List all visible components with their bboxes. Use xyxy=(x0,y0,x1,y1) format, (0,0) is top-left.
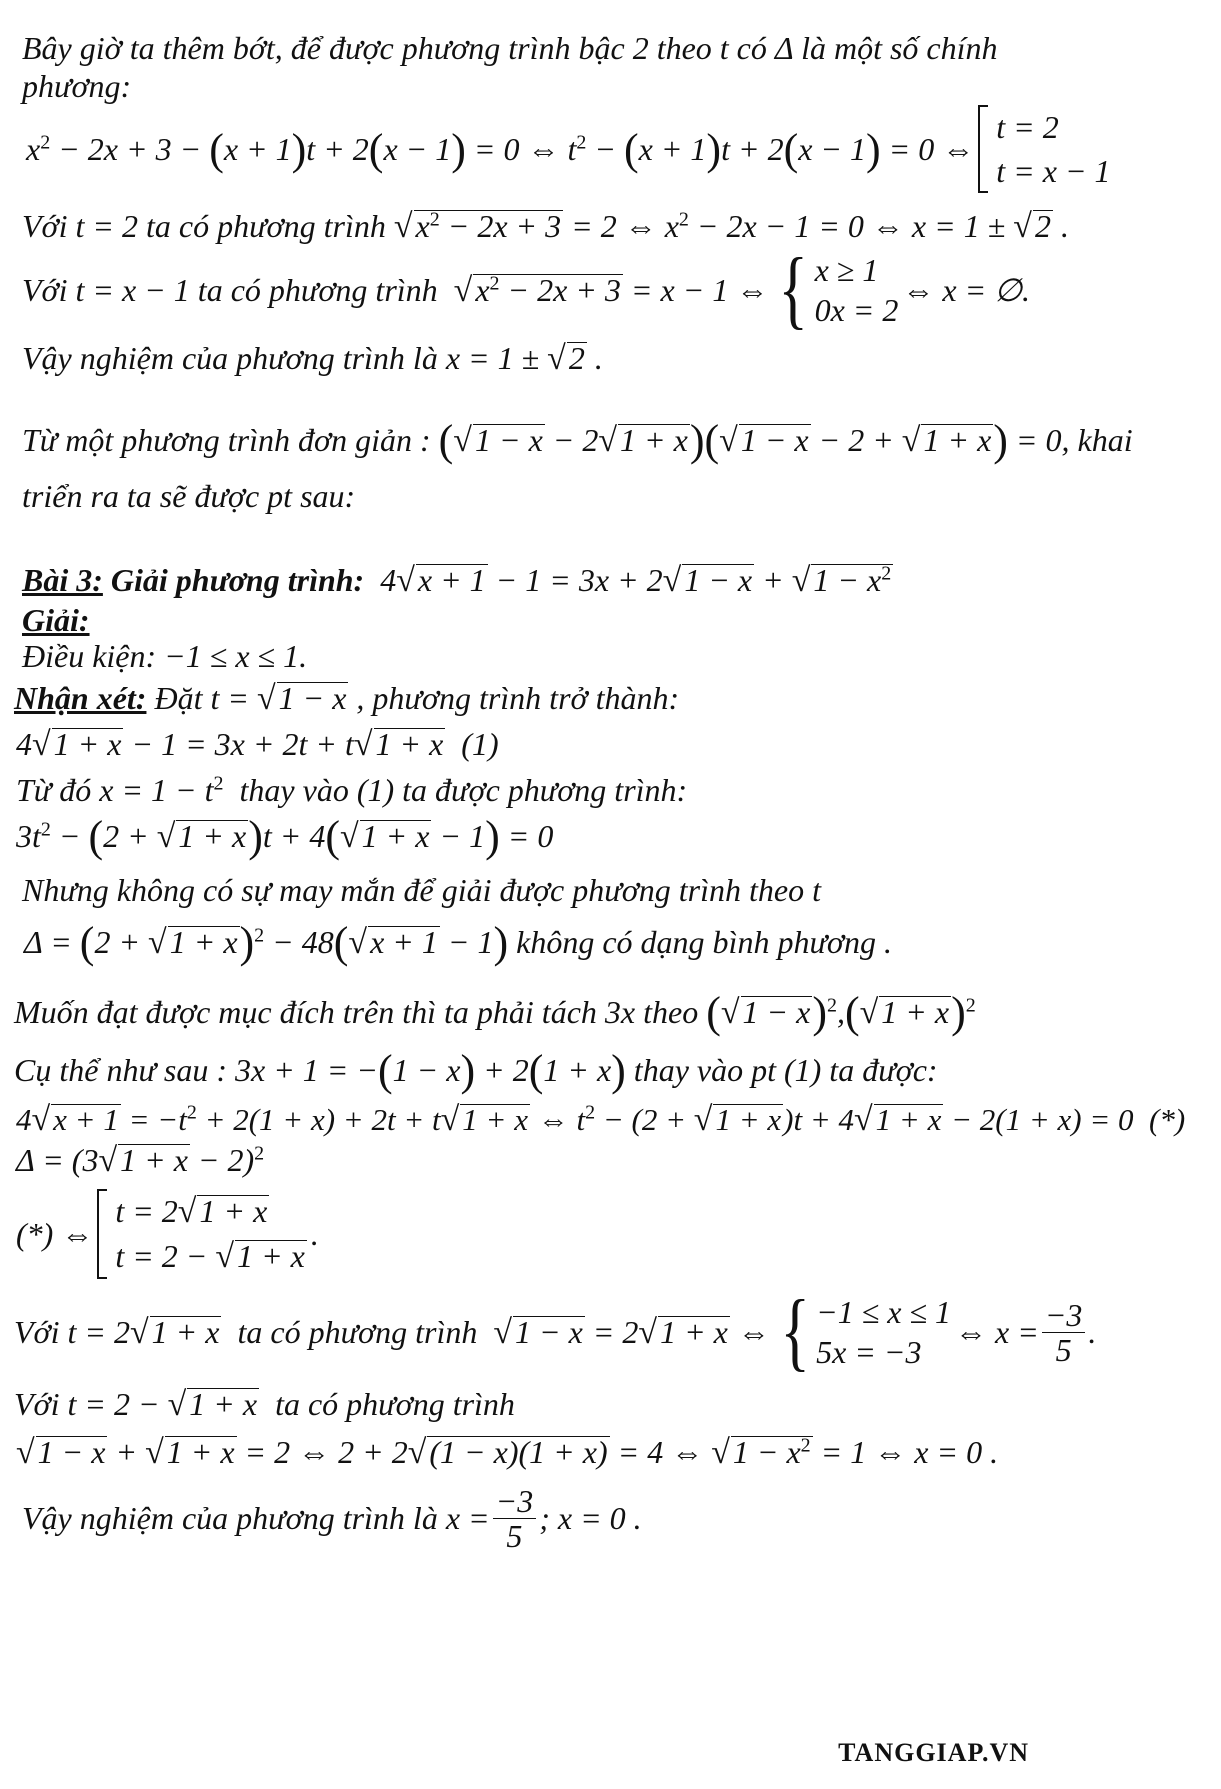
text-line-2: phương: xyxy=(22,68,132,104)
star-system: (*) ⇔ t = 2√1 + x t = 2 − √1 + x . xyxy=(16,1186,1221,1282)
substitution-line: Từ đó $x = 1 - t^2$ thay vào (1) ta được phương trình: xyxy=(16,772,688,808)
equation-quadratic-t: $x^2 - 2x + 3 - (x + 1)t + 2(x - 1) = 0$ ⇔ $t^2 - (x + 1)t + 2(x - 1) = 0$ ⇔ t = 2 t = x − 1 xyxy=(26,104,1221,194)
exercise-3-heading: Bài 3: Giải phương trình: $4√x + 1 - 1 = 3x + 2√1 - x + √1 - x^2$ xyxy=(22,562,892,599)
equation-star: $4√x + 1 = -t^2 + 2(1 + x) + 2t + t√1 + x$ ⇔ $t^2 - (2 + √1 + x)t + 4√1 + x - 2(1 + x) = 0$ (*) xyxy=(16,1101,1186,1138)
bracket-system-solutions: t = 2 t = x − 1 xyxy=(978,105,1110,193)
curly-system-2: { −1 ≤ x ≤ 1 5x = −3 xyxy=(780,1283,952,1380)
text-split-3x: Muốn đạt được mục đích trên thì ta phải tách 3x theo $(√1 - x)^2,(√1 + x)^2$ xyxy=(14,988,976,1037)
text-concretely: Cụ thể như sau : 3x + 1 = −(1 − x) + 2(1 + x) thay vào pt (1) ta được: xyxy=(14,1046,938,1095)
conclusion-final: Vậy nghiệm của phương trình là x = $\frac{-3}{5}$ ; x = 0 . xyxy=(22,1482,642,1554)
text-line-simple-eq: Từ một phương trình đơn giản : (√1 − x − 2√1 + x)(√1 − x − 2 + √1 + x) = 0, khai xyxy=(22,416,1133,465)
fraction-final: $\frac{-3}{5}$ xyxy=(493,1484,537,1553)
delta-line: $\Delta = (2 + √1 + x)^2 - 48(√x + 1 - 1)$ không có dạng bình phương . xyxy=(24,918,892,967)
case-t-2-minus-sqrt: Với t = 2 − √1 + x ta có phương trình xyxy=(14,1386,515,1423)
solution-heading: Giải: xyxy=(22,602,90,638)
text-line-t-x-1: Với t = x − 1 ta có phương trình $√x^2 - 2x + 3 = x - 1$ ⇔ { x ≥ 1 0x = 2 ⇔ x = ∅. xyxy=(22,241,1031,338)
condition-line: Điều kiện: −1 ≤ x ≤ 1. xyxy=(22,638,308,674)
text-line-t2: Với t = 2 ta có phương trình $√x^2 - 2x + 3 = 2$ ⇔ $x^2 - 2x - 1 = 0$ ⇔ x = 1 ± √2 . xyxy=(22,208,1069,245)
bracket-system-star: t = 2√1 + x t = 2 − √1 + x xyxy=(97,1189,307,1279)
curly-system-1: { x ≥ 1 0x = 2 xyxy=(778,241,899,338)
delta-star: $\Delta = (3√1 + x - 2)^2$ xyxy=(16,1142,265,1179)
text-line-expand: triển ra ta sẽ được pt sau: xyxy=(22,478,356,514)
equation-1: 4√1 + x − 1 = 3x + 2t + t√1 + x (1) xyxy=(16,726,499,763)
footer-watermark: TANGGIAP.VN xyxy=(838,1738,1029,1767)
text-no-luck: Nhưng không có sự may mắn để giải được phương trình theo t xyxy=(22,872,821,908)
conclusion-line-1: Vậy nghiệm của phương trình là x = 1 ± √2 . xyxy=(22,340,603,377)
case-t-2sqrt: Với t = 2√1 + x ta có phương trình √1 − x = 2√1 + x ⇔ { −1 ≤ x ≤ 1 5x = −3 ⇔ x = $\frac{-3}{5}$ . xyxy=(14,1283,1097,1380)
remark-line: Nhận xét: Đặt t = √1 − x , phương trình trở thành: xyxy=(14,680,680,717)
text-line-1: Bây giờ ta thêm bớt, để được phương trình bậc 2 theo t có Δ là một số chính xyxy=(22,30,998,66)
fraction-minus3-5: $\frac{-3}{5}$ xyxy=(1042,1298,1086,1367)
equation-final-case: √1 − x + √1 + x = 2 ⇔ 2 + 2√(1 − x)(1 + x) = 4 ⇔ $√1 - x^2 = 1$ ⇔ x = 0 . xyxy=(16,1434,999,1471)
equation-3t2: $3t^2 - (2 + √1 + x)t + 4(√1 + x - 1) = 0$ xyxy=(16,812,554,861)
